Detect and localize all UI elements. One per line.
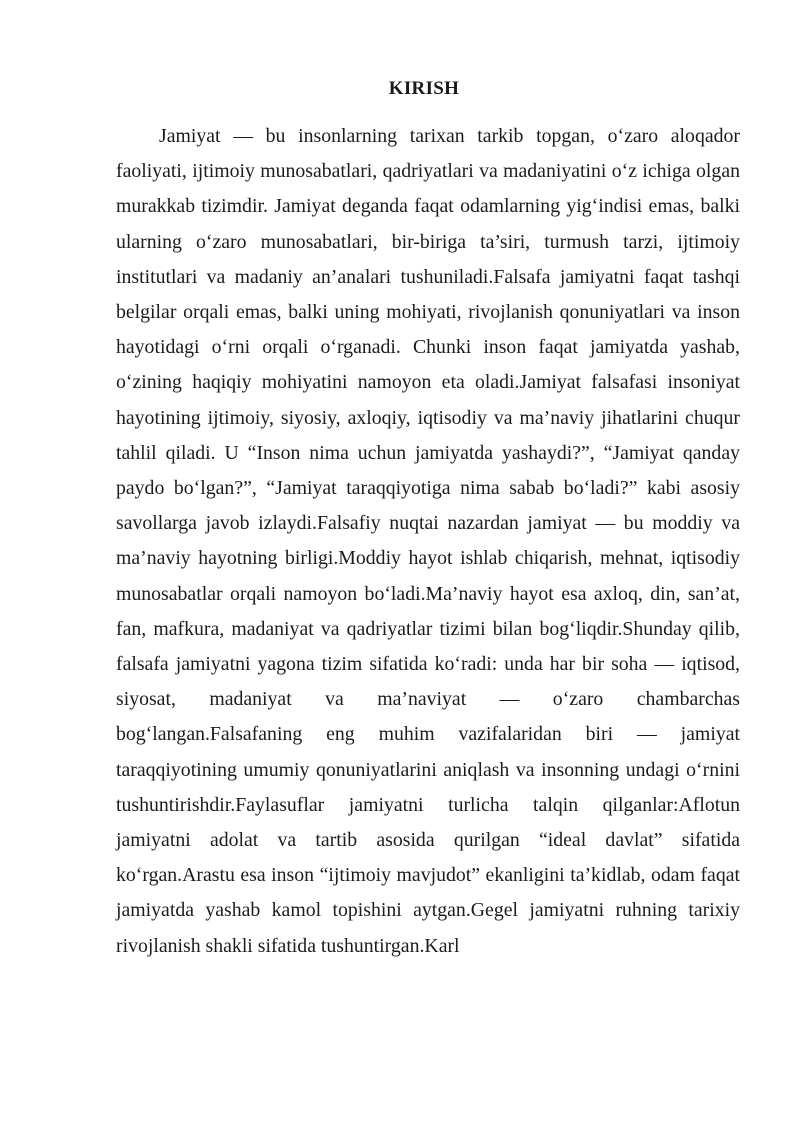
page-title: KIRISH [388, 78, 460, 99]
body-paragraph: Jamiyat — bu insonlarning tarixan tarkib topgan, o‘zaro aloqador faoliyati, ijtimoiy munosabatlari, qadriyatlari va madaniyatini o‘z ichiga olgan murakkab tizimdir. Jamiyat deganda faqat odamlarning yig‘indisi emas, balki ularning o‘zaro munosabatlari, bir-biriga ta’siri, turmush tarzi, ijtimoiy institutlari va madaniy an’analari tushuniladi.Falsafa jamiyatni faqat tashqi belgilar orqali emas, balki uning mohiyati, rivojlanish qonuniyatlari va inson hayotidagi o‘rni orqali o‘rganadi. Chunki inson faqat jamiyatda yashab, o‘zining haqiqiy mohiyatini namoyon eta oladi.Jamiyat falsafasi insoniyat hayotining ijtimoiy, siyosiy, axloqiy, iqtisodiy va ma’naviy jihatlarini chuqur tahlil qiladi. U “Inson nima uchun jamiyatda yashaydi?”, “Jamiyat qanday paydo bo‘lgan?”, “Jamiyat taraqqiyotiga nima sabab bo‘ladi?” kabi asosiy savollarga javob izlaydi.Falsafiy nuqtai nazardan jamiyat — bu moddiy va ma’naviy hayotning birligi.Moddiy hayot ishlab chiqarish, mehnat, iqtisodiy munosabatlar orqali namoyon bo‘ladi.Ma’naviy hayot esa axloq, din, san’at, fan, mafkura, madaniyat va qadriyatlar tizimi bilan bog‘liqdir.Shunday qilib, falsafa jamiyatni yagona tizim sifatida ko‘radi: unda har bir soha — iqtisod, siyosat, madaniyat va ma’naviyat — o‘zaro chambarchas bog‘langan.Falsafaning eng muhim vazifalaridan biri — jamiyat taraqqiyotining umumiy qonuniyatlarini aniqlash va insonning undagi o‘rnini tushuntirishdir.Faylasuflar jamiyatni turlicha talqin qilganlar:Aflotun jamiyatni adolat va tartib asosida qurilgan “ideal davlat” sifatida ko‘rgan.Arastu esa inson “ijtimoiy mavjudot” ekanligini ta’kidlab, odam faqat jamiyatda yashab kamol topishini aytgan.Gegel jamiyatni ruhning tarixiy rivojlanish shakli sifatida tushuntirgan.Karl [116, 125, 740, 957]
